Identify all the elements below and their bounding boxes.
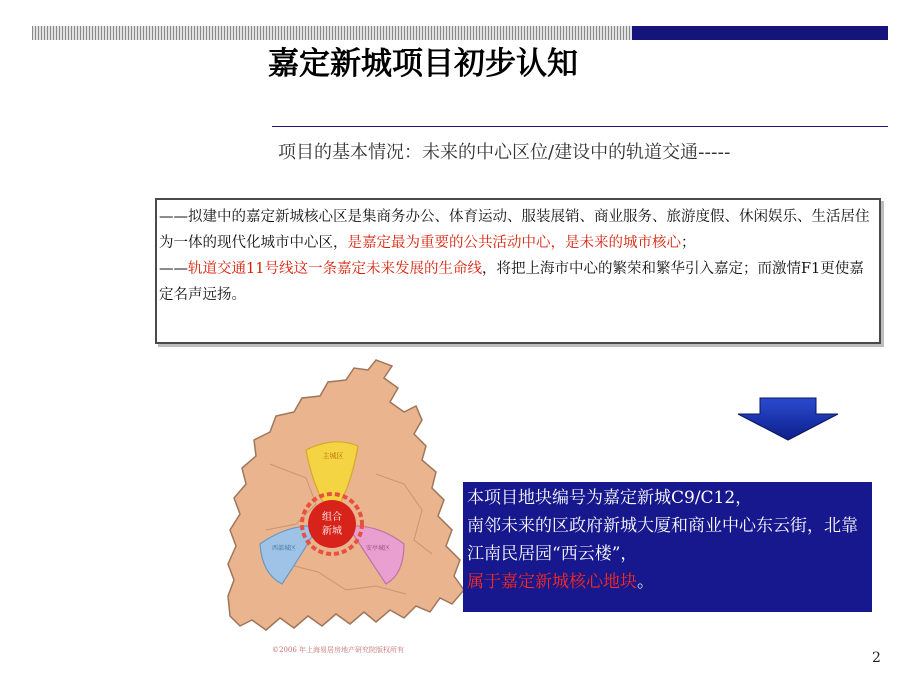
- result-box: [463, 482, 872, 612]
- info-paragraph-2: [159, 256, 877, 308]
- center-label-2: 新城: [322, 526, 342, 537]
- info-p2-prefix: ——: [159, 261, 188, 277]
- info-p2-highlight: 轨道交通11号线这一条嘉定未来发展的生命线: [188, 261, 482, 277]
- info-p1-text: ——拟建中的嘉定新城核心区是集商务办公、体育运动、服装展销、商业服务、旅游度假、休闲娱乐、生活居住为一体的现代化城市中心区，: [159, 209, 870, 251]
- page-subtitle: 项目的基本情况：未来的中心区位/建设中的轨道交通-----: [278, 142, 731, 163]
- header-decor-bar: [632, 26, 888, 40]
- petal-right-label: 安亭城区: [365, 545, 391, 552]
- info-p1-suffix: ；: [681, 235, 696, 251]
- info-paragraph-1: [159, 204, 877, 256]
- result-line-3: [467, 568, 868, 596]
- result-line-2: 南邻未来的区政府新城大厦和商业中心东云街，北靠江南民居园“西云楼”，: [467, 516, 858, 564]
- footer-copyright: ©2006 年上海易居房地产研究院版权所有: [272, 646, 405, 654]
- info-p1-highlight: 是嘉定最为重要的公共活动中心，是未来的城市核心: [347, 235, 681, 251]
- project-info-box: [155, 198, 881, 344]
- result-highlight: 属于嘉定新城核心地块: [467, 572, 637, 592]
- petal-top-label: 主城区: [322, 452, 344, 460]
- page-title: 嘉定新城项目初步认知: [268, 46, 578, 82]
- petal-left-label: 西部城区: [271, 545, 297, 552]
- jiading-map: [226, 354, 478, 644]
- down-arrow-icon: [736, 396, 840, 442]
- map-graphic: [226, 354, 478, 644]
- info-p2-suffix: ，将把上海市中心的繁荣和繁华引入嘉定；而激情F1更使嘉定名声远扬。: [159, 261, 864, 303]
- result-line-1: 本项目地块编号为嘉定新城C9/C12，: [467, 488, 753, 508]
- page-number: 2: [872, 650, 881, 666]
- center-circle: [308, 500, 356, 548]
- title-divider: [272, 126, 888, 127]
- result-line-3-suffix: 。: [637, 572, 654, 592]
- center-label-1: 组合: [322, 512, 342, 523]
